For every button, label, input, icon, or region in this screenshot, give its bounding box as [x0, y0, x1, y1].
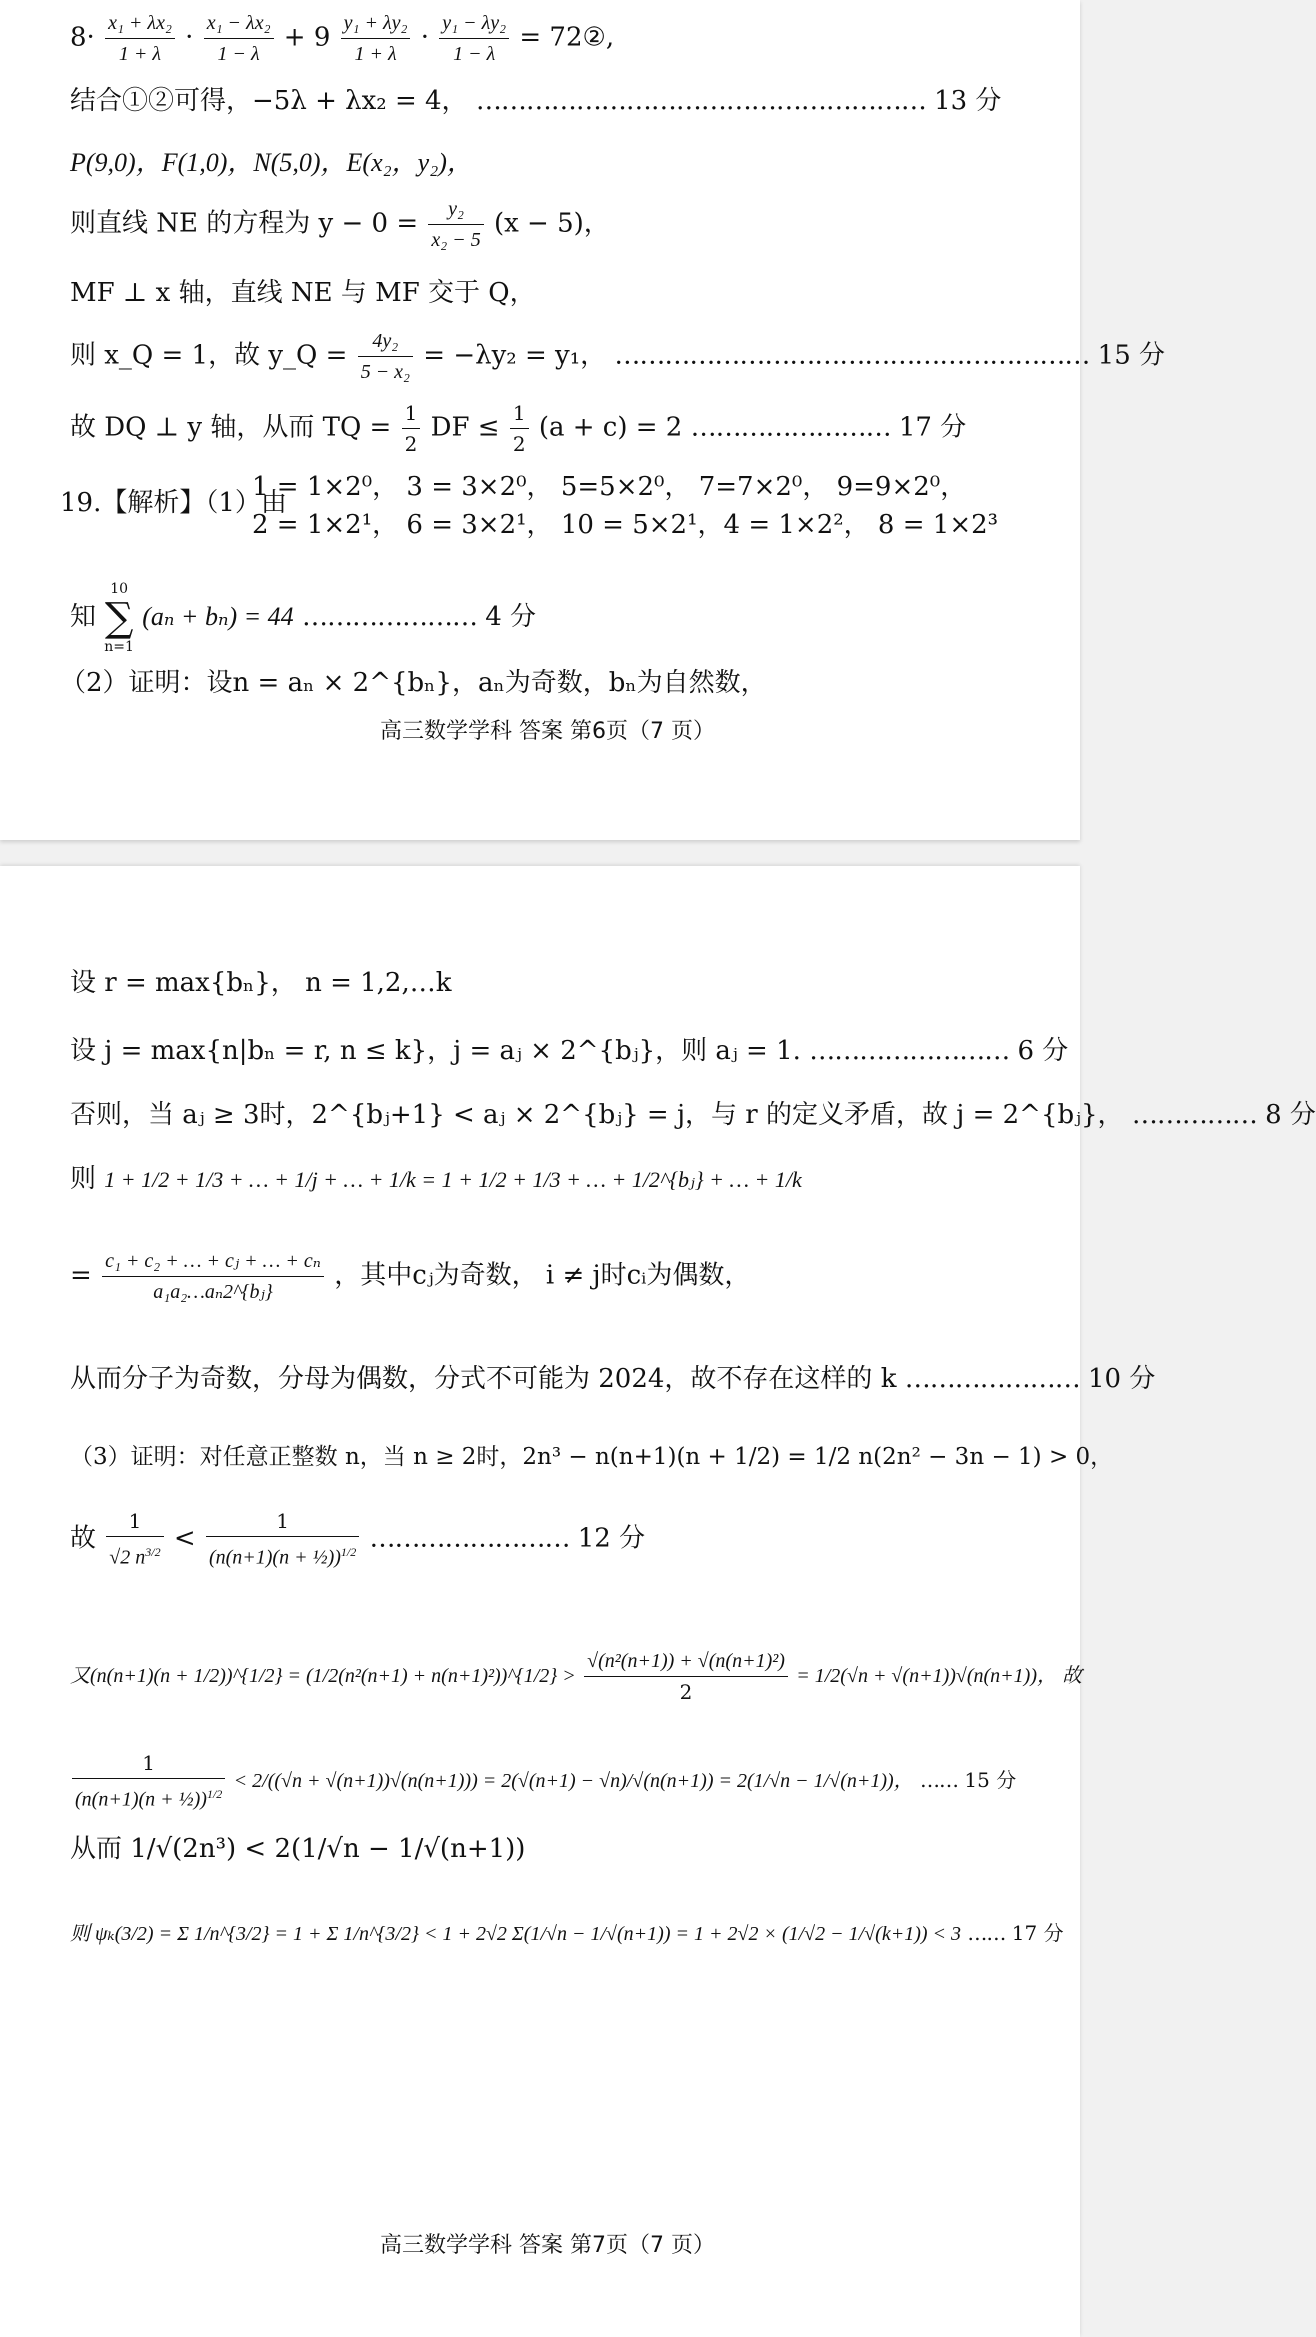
q19-row-2: 2 = 1×2¹， 6 = 3×2¹， 10 = 5×2¹，4 = 1×2²， 8 = 1×2³ — [252, 510, 999, 540]
dq-prefix: 故 DQ ⊥ y 轴，从而 TQ = — [70, 412, 392, 443]
conclusion-part2: 从而分子为奇数，分母为偶数，分式不可能为 2024，故不存在这样的 k ………………… 10 分 — [70, 1364, 1156, 1394]
fraction-denominator: a₁a₂…aₙ2^{bⱼ} — [153, 1281, 273, 1303]
equation-line-2: 8· $\frac{\text{x₁ + λx₂}}{1 + \lambda}$ · $\frac{\text{x₁ − λx₂}}{1 - \lambda}$ + 9 $\frac{\text{y₁ + λy₂}}{1 + \lambda}$ · $\frac{\text{y₁ − λy₂}}{1 - \lambda}$ = 72②, — [70, 8, 614, 69]
score-15b: 15 分 — [964, 1767, 1017, 1792]
ineq-line: 故 $\frac{1}{√2 n^{3/2}}$ < $\frac{1}{(n(n+1)(n + \frac{1}{2}))^{1/2}}$ …………………… 12 分 — [70, 1506, 645, 1573]
final-expr: 则 ψₖ(3/2) = Σ 1/n^{3/2} = 1 + Σ 1/n^{3/2} < 1 + 2√2 Σ(1/√n − 1/√(n+1)) = 1 + 2√2 × (1/√2 − 1/√(k+1)) < 3 — [70, 1923, 962, 1945]
score-10: 10 分 — [1087, 1364, 1156, 1394]
answer-page-7 — [0, 866, 1316, 2337]
xq-suffix: = −λy₂ = y₁， — [423, 340, 607, 371]
score-13: 13 分 — [934, 86, 1002, 116]
line-NE-equation: 则直线 NE 的方程为 y − 0 = $\frac{\text{y₂}}{\text{x₂ − 5}}$ (x − 5)， — [70, 194, 610, 255]
harmonic-line — [70, 1162, 802, 1197]
dq-suffix: (a + c) = 2 — [538, 412, 683, 443]
xq-line: 则 x_Q = 1，故 y_Q = $\frac{\text{4y₂}}{\text{5 − x₂}}$ = −λy₂ = y₁， ………………………………………………… 15 分 — [70, 326, 1165, 387]
dq-mid: DF ≤ — [430, 412, 500, 443]
score-17b: 17 分 — [1011, 1921, 1064, 1945]
again-prefix: 又(n(n+1)(n + 1/2))^{1/2} = (1/2(n²(n+1) + n(n+1)²))^{1/2} > — [70, 1665, 576, 1687]
set-r-line: 设 r = max{bₙ}， n = 1,2,…k — [70, 968, 452, 998]
harmonic-expr: 1 + 1/2 + 1/3 + … + 1/j + … + 1/k = 1 + 1/2 + 1/3 + … + 1/2^{bⱼ} + … + 1/k — [104, 1167, 802, 1192]
dq-line: 故 DQ ⊥ y 轴，从而 TQ = $\frac{1}{2}$ DF ≤ $\frac{1}{2}$ (a + c) = 2 …………………… 17 分 — [70, 398, 966, 459]
combine-line: 结合①②可得，−5λ + λx₂ = 4， ……………………………………………… 13 分 — [70, 86, 1002, 116]
answer-page-6 — [0, 0, 1166, 840]
score-8: 8 分 — [1265, 1100, 1316, 1130]
ne-prefix: 则直线 NE 的方程为 y − 0 = — [70, 208, 419, 239]
sum-expr: (aₙ + bₙ) = 44 — [142, 602, 294, 631]
chain-expr: < 2/((√n + √(n+1))√(n(n+1))) = 2(√(n+1) − √n)/√(n(n+1)) = 2(1/√n − 1/√(n+1))， — [233, 1769, 914, 1792]
fraction-note: ，其中cⱼ为奇数， i ≠ j时cᵢ为偶数， — [334, 1260, 751, 1291]
ne-suffix: (x − 5)， — [493, 208, 610, 239]
score-17: 17 分 — [898, 412, 967, 443]
mf-line: MF ⊥ x 轴，直线 NE 与 MF 交于 Q， — [70, 278, 536, 308]
page-footer: 高三数学学科 答案 第6页（7 页） — [380, 719, 715, 744]
set-j-line: 设 j = max{n|bₙ = r, n ≤ k}，j = aⱼ × 2^{bⱼ}，则 aⱼ = 1. …………………… 6 分 — [70, 1036, 1069, 1066]
fraction-numerator: c₁ + c₂ + … + cⱼ + … + cₙ — [102, 1246, 324, 1277]
proof-part2: （2）证明：设n = aₙ × 2^{bₙ}，aₙ为奇数，bₙ为自然数， — [60, 668, 767, 698]
q19-row-1: 1 = 1×2⁰， 3 = 3×2⁰， 5=5×2⁰， 7=7×2⁰， 9=9×2⁰， — [252, 472, 967, 502]
equation-tail: = 72②, — [519, 22, 615, 53]
points-line: P(9,0)，F(1,0)，N(5,0)，E(x₂，y₂)， — [70, 148, 473, 177]
ineq-prefix: 故 — [70, 1523, 97, 1554]
score-12: 12 分 — [577, 1523, 646, 1554]
harmonic-prefix: 则 — [70, 1164, 97, 1194]
thus-line: 从而 1/√(2n³) < 2(1/√n − 1/√(n+1)) — [70, 1834, 526, 1864]
score-4: 4 分 — [485, 602, 537, 632]
again-tail: = 1/2(√n + √(n+1))√(n(n+1))， 故 — [796, 1665, 1083, 1687]
proof-part3: （3）证明：对任意正整数 n，当 n ≥ 2时，2n³ − n(n+1)(n + 1/2) = 1/2 n(2n² − 3n − 1) > 0， — [70, 1444, 1114, 1470]
otherwise-text: 否则，当 aⱼ ≥ 3时，2^{bⱼ+1} < aⱼ × 2^{bⱼ} = j，与 r 的定义矛盾，故 j = 2^{bⱼ}， — [70, 1100, 1124, 1130]
final-line: 则 ψₖ(3/2) = Σ 1/n^{3/2} = 1 + Σ 1/n^{3/2} < 1 + 2√2 Σ(1/√n − 1/√(n+1)) = 1 + 2√2 × (1/√2 − 1/√(k+1)) < 3 …… 17 分 — [70, 1921, 1064, 1945]
chain-line: $\frac{1}{(n(n+1)(n + \frac{1}{2}))^{1/2}}$ < 2/((√n + √(n+1))√(n(n+1))) = 2(√(n+1) − √n)/√(n(n+1)) = 2(1/√n − 1/√(n+1))， …… 15 分 — [70, 1748, 1016, 1815]
xq-prefix: 则 x_Q = 1，故 y_Q = — [70, 340, 348, 371]
score-6: 6 分 — [1017, 1036, 1069, 1066]
fraction-line: = $\frac{\text{c₁ + c₂ + … + cⱼ + … + cₙ}}{\text{a₁a₂…aₙ2\textasciicircum{}\{bⱼ\}}}$ ，其中cⱼ为奇数， i ≠ j时cᵢ为偶数， — [70, 1246, 750, 1307]
conclusion2-text: 从而分子为奇数，分母为偶数，分式不可能为 2024，故不存在这样的 k — [70, 1364, 897, 1394]
otherwise-line: 否则，当 aⱼ ≥ 3时，2^{bⱼ+1} < aⱼ × 2^{bⱼ} = j，与 r 的定义矛盾，故 j = 2^{bⱼ}， …………… 8 分 — [70, 1100, 1316, 1130]
score-15: 15 分 — [1097, 340, 1166, 371]
q19-label: 19.【解析】（1）由 — [60, 488, 287, 518]
sum-line: 知 10 ∑ n=1 (aₙ + bₙ) = 44 ………………… 4 分 — [70, 581, 537, 655]
again-line: 又(n(n+1)(n + 1/2))^{1/2} = (1/2(n²(n+1) + n(n+1)²))^{1/2} > $\frac{\text{√(n²(n+1)) + √(n(n+1)²)}}{2}$ = 1/2(√n + √(n+1))√(n(n+1))， 故 — [70, 1646, 1082, 1707]
page-footer: 高三数学学科 答案 第7页（7 页） — [380, 2233, 715, 2258]
sum-prefix: 知 — [70, 602, 97, 632]
combine-text: 结合①②可得，−5λ + λx₂ = 4， — [70, 86, 468, 116]
set-j-text: 设 j = max{n|bₙ = r, n ≤ k}，j = aⱼ × 2^{bⱼ}，则 aⱼ = 1. — [70, 1036, 801, 1066]
